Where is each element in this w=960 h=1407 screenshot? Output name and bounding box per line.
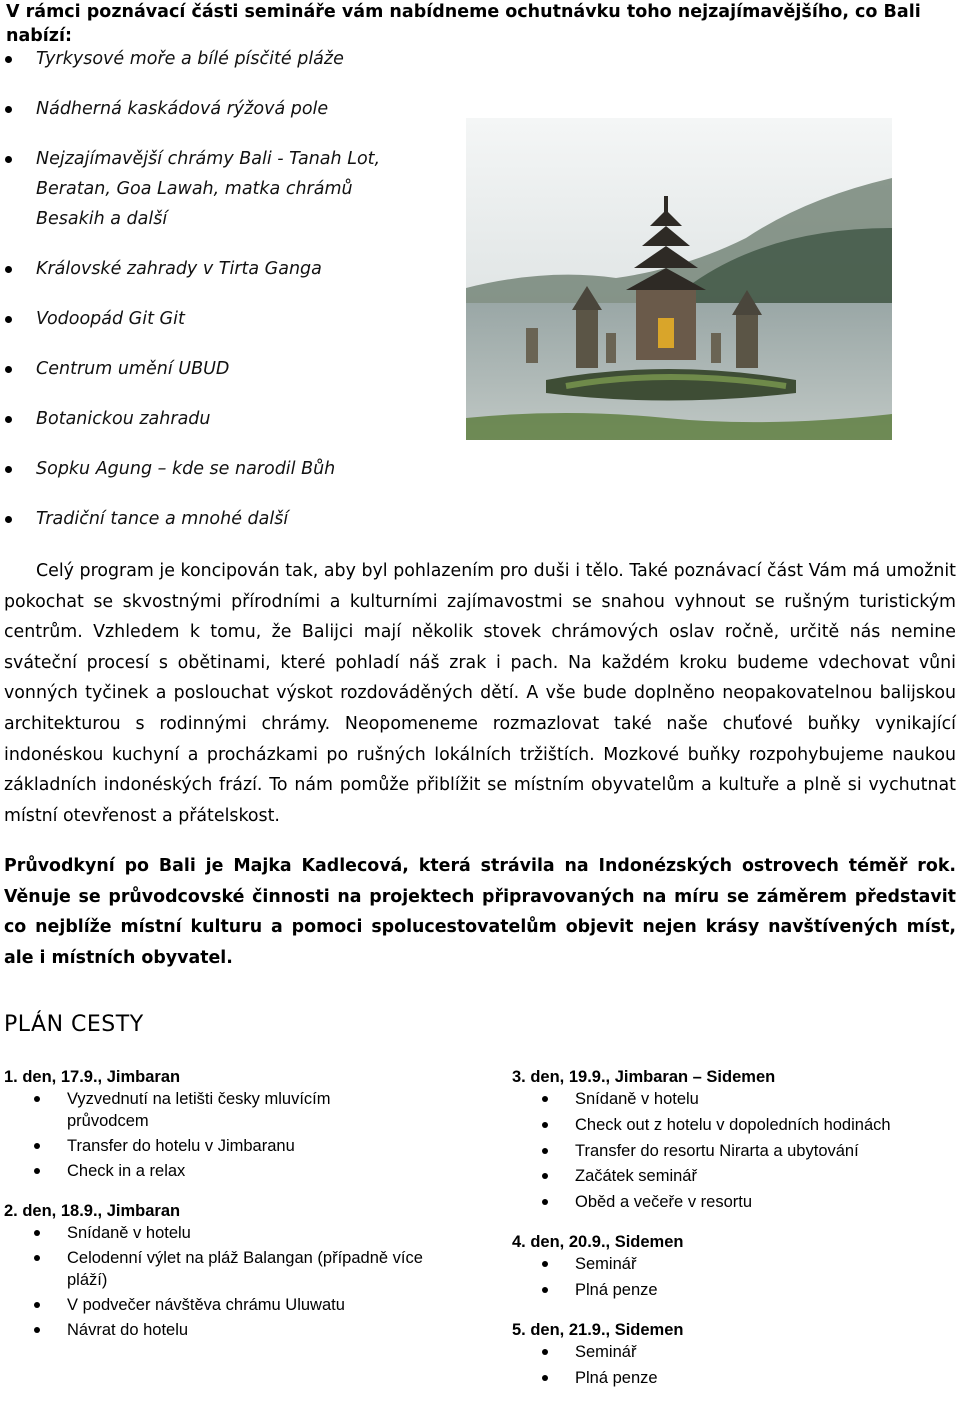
plan-left-column bbox=[4, 1066, 464, 1359]
list-item: Královské zahrady v Tirta Ganga bbox=[0, 254, 460, 284]
day-block bbox=[512, 1319, 952, 1389]
list-item: Snídaně v hotelu bbox=[512, 1088, 952, 1110]
list-item: Botanickou zahradu bbox=[0, 404, 460, 434]
program-paragraph bbox=[4, 556, 956, 831]
list-item: Tyrkysové moře a bílé písčité pláže bbox=[0, 44, 460, 74]
list-item: Plná penze bbox=[512, 1279, 952, 1301]
list-item: Vyzvednutí na letišti česky mluvícím průvodcem bbox=[4, 1088, 377, 1132]
day-block bbox=[512, 1231, 952, 1301]
list-item: Nejzajímavější chrámy Bali - Tanah Lot, Beratan, Goa Lawah, matka chrámů Besakih a další bbox=[0, 144, 406, 234]
list-item: Transfer do resortu Nirarta a ubytování bbox=[512, 1140, 952, 1162]
list-item: Nádherná kaskádová rýžová pole bbox=[0, 94, 460, 124]
list-item: Oběd a večeře v resortu bbox=[512, 1191, 952, 1213]
day-block bbox=[4, 1066, 464, 1182]
plan-right-column bbox=[512, 1066, 952, 1407]
list-item: V podvečer návštěva chrámu Uluwatu bbox=[4, 1294, 464, 1316]
list-item: Sopku Agung – kde se narodil Bůh bbox=[0, 454, 460, 484]
day-title: 4. den, 20.9., Sidemen bbox=[512, 1233, 684, 1252]
list-item: Tradiční tance a mnohé další bbox=[0, 504, 460, 534]
list-item: Transfer do hotelu v Jimbaranu bbox=[4, 1135, 464, 1157]
list-item: Seminář bbox=[512, 1253, 952, 1275]
day-block bbox=[4, 1200, 464, 1341]
intro-heading: V rámci poznávací části semináře vám nabídneme ochutnávku toho nejzajímavějšího, co Bali nabízí: bbox=[6, 2, 921, 46]
list-item: Centrum umění UBUD bbox=[0, 354, 460, 384]
guide-paragraph: Průvodkyní po Bali je Majka Kadlecová, která strávila na Indonézských ostrovech téměř rok. Věnuje se průvodcovské činnosti na projektech připravovaných na míru se záměrem představit co nejblíže místní kulturu a pomoci spolucestovatelům objevit nejen krásy navštívených míst, ale i místních obyvatel. bbox=[4, 856, 956, 968]
highlights-list bbox=[0, 44, 460, 554]
list-item: Plná penze bbox=[512, 1367, 952, 1389]
list-item: Check in a relax bbox=[4, 1160, 464, 1182]
list-item: Začátek seminář bbox=[512, 1165, 952, 1187]
paragraph-text: Celý program je koncipován tak, aby byl pohlazením pro duši i tělo. Také poznávací část Vám má umožnit pokochat se skvostnými přírodními a kulturními zajímavostmi se snahou vyhnout se rušným turistickým centrům. Vzhledem k tomu, že Balijci mají několik stovek chrámových oslav ročně, určitě nás nemine sváteční procesí s obětinami, které pohladí náš zrak i pach. Na každém kroku budeme vdechovat vůni vonných tyčinek a poslouchat výskot rozdováděných dětí. A vše bude doplněno neopakovatelnou balijskou architekturou s rodinnými chrámy. Neopomeneme rozmazlovat také naše chuťové buňky vynikající indonéskou kuchyní a procházkami po rušných lokálních tržištích. Mozkové buňky rozpohybujeme naukou základních indonéských frází. To nám pomůže přiblížit se místním obyvatelům a kultuře a plně si vychutnat místní otevřenost a přátelskost. bbox=[4, 561, 956, 826]
list-item: Celodenní výlet na pláž Balangan (případně více pláží) bbox=[4, 1247, 437, 1291]
day-title: 2. den, 18.9., Jimbaran bbox=[4, 1202, 181, 1220]
list-item: Snídaně v hotelu bbox=[4, 1222, 464, 1244]
day-title: 1. den, 17.9., Jimbaran bbox=[4, 1068, 181, 1086]
list-item: Seminář bbox=[512, 1341, 952, 1363]
day-title: 5. den, 21.9., Sidemen bbox=[512, 1320, 684, 1339]
day-block bbox=[512, 1066, 952, 1213]
list-item: Vodoopád Git Git bbox=[0, 304, 460, 334]
list-item: Check out z hotelu v dopoledních hodinách bbox=[512, 1114, 952, 1136]
plan-title: PLÁN CESTY bbox=[4, 1012, 144, 1037]
day-title: 3. den, 19.9., Jimbaran – Sidemen bbox=[512, 1068, 776, 1086]
temple-photo bbox=[466, 118, 892, 440]
list-item: Návrat do hotelu bbox=[4, 1319, 464, 1341]
